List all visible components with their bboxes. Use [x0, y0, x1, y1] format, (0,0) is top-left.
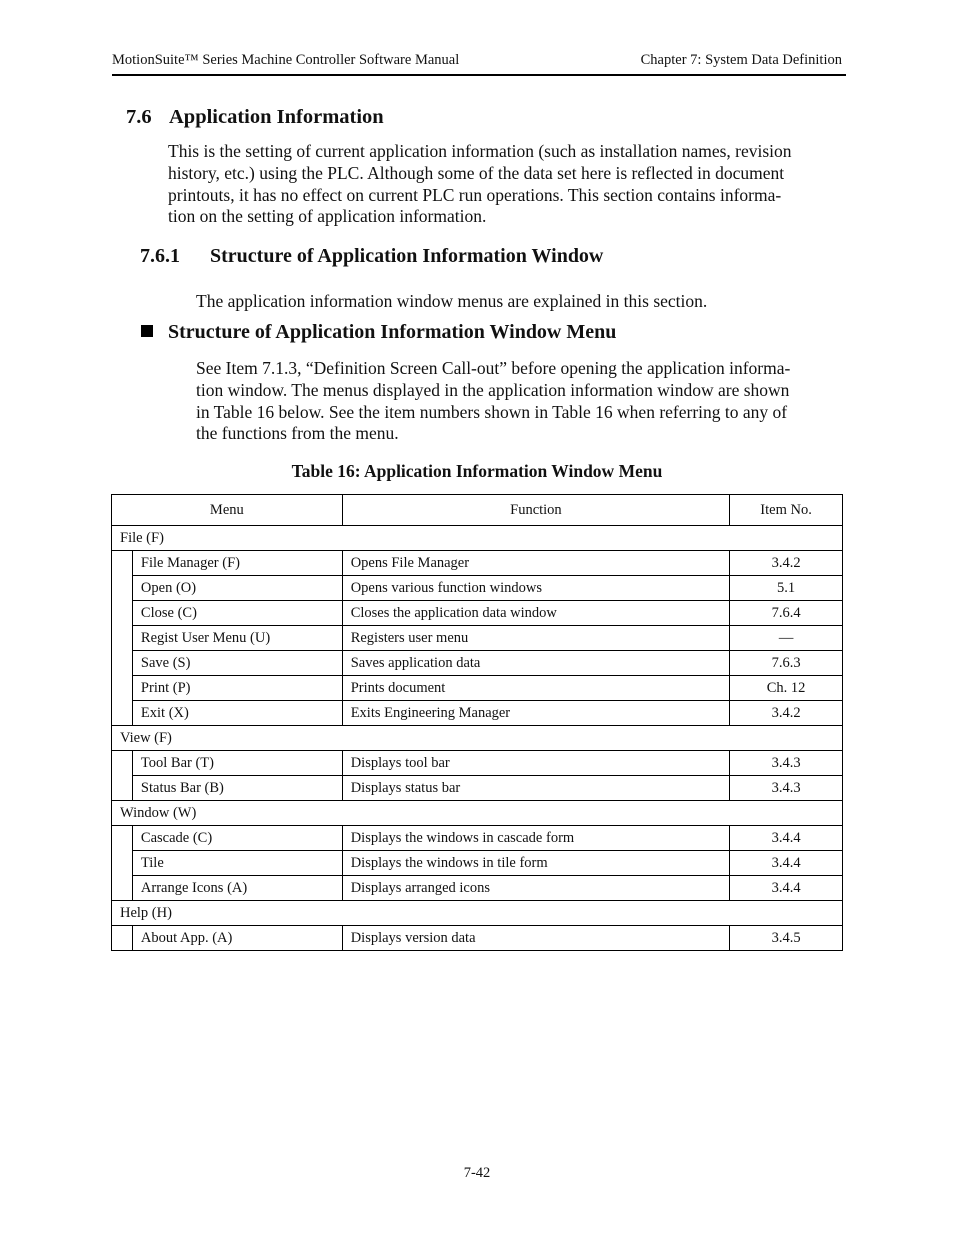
- menu-table: [111, 494, 843, 951]
- section-body-line: This is the setting of current application information (such as installation names, revision: [168, 141, 792, 161]
- item-no-cell: 3.4.4: [730, 826, 843, 851]
- row-indent: [112, 876, 133, 901]
- table-row: [112, 701, 843, 726]
- item-no-cell: 3.4.4: [730, 876, 843, 901]
- menu-item-cell: Status Bar (B): [132, 776, 342, 801]
- function-cell: Displays the windows in cascade form: [342, 826, 729, 851]
- section-body-line: tion on the setting of application information.: [168, 206, 487, 227]
- menu-item-cell: Open (O): [132, 576, 342, 601]
- menu-group-row: [112, 726, 843, 751]
- section-number: 7.6: [126, 106, 152, 128]
- table-row: [112, 851, 843, 876]
- item-no-cell: 5.1: [730, 576, 843, 601]
- table-row: [112, 551, 843, 576]
- row-indent: [112, 926, 133, 951]
- menu-group-row: [112, 901, 843, 926]
- menu-item-cell: File Manager (F): [132, 551, 342, 576]
- table-row: [112, 751, 843, 776]
- function-cell: Registers user menu: [342, 626, 729, 651]
- page-header: [112, 50, 846, 76]
- function-cell: Displays tool bar: [342, 751, 729, 776]
- table-row: [112, 776, 843, 801]
- subsection-heading: [140, 245, 603, 268]
- item-no-cell: 3.4.5: [730, 926, 843, 951]
- menu-group-row: [112, 801, 843, 826]
- function-cell: Opens File Manager: [342, 551, 729, 576]
- row-indent: [112, 826, 133, 851]
- item-no-cell: 3.4.2: [730, 701, 843, 726]
- section-heading: [126, 106, 384, 129]
- menu-item-cell: Save (S): [132, 651, 342, 676]
- function-cell: Opens various function windows: [342, 576, 729, 601]
- row-indent: [112, 701, 133, 726]
- table-row: [112, 601, 843, 626]
- subsubsection-body: [196, 358, 790, 445]
- function-cell: Saves application data: [342, 651, 729, 676]
- menu-group-row: [112, 526, 843, 551]
- page-number: 7-42: [463, 1165, 491, 1181]
- header-menu: Menu: [112, 495, 343, 526]
- subsubsection-body-line: in Table 16 below. See the item numbers shown in Table 16 when referring to any of: [196, 401, 788, 422]
- item-no-cell: 3.4.4: [730, 851, 843, 876]
- function-cell: Displays version data: [342, 926, 729, 951]
- table-row: [112, 876, 843, 901]
- row-indent: [112, 601, 133, 626]
- table-caption: Table 16: Application Information Window Menu: [291, 461, 663, 481]
- menu-item-cell: Print (P): [132, 676, 342, 701]
- row-indent: [112, 576, 133, 601]
- function-cell: Displays arranged icons: [342, 876, 729, 901]
- item-no-cell: Ch. 12: [730, 676, 843, 701]
- row-indent: [112, 851, 133, 876]
- header-function: Function: [342, 495, 729, 526]
- menu-item-cell: Regist User Menu (U): [132, 626, 342, 651]
- menu-item-cell: About App. (A): [132, 926, 342, 951]
- item-no-cell: 3.4.2: [730, 551, 843, 576]
- header-manual-title: MotionSuite™ Series Machine Controller Software Manual: [112, 52, 460, 68]
- header-chapter-title: Chapter 7: System Data Definition: [640, 52, 842, 68]
- table-row: [112, 626, 843, 651]
- header-item-no: Item No.: [730, 495, 843, 526]
- table-row: [112, 576, 843, 601]
- subsubsection-body-line: tion window. The menus displayed in the application information window are shown: [196, 379, 790, 400]
- function-cell: Prints document: [342, 676, 729, 701]
- menu-group-name: Help (H): [112, 901, 843, 926]
- section-body-line: printouts, it has no effect on current PLC run operations. This section contains informa-: [168, 184, 782, 205]
- item-no-cell: —: [730, 626, 843, 651]
- square-bullet-icon: [141, 325, 153, 337]
- subsubsection-title: Structure of Application Information Window Menu: [168, 321, 617, 343]
- menu-item-cell: Arrange Icons (A): [132, 876, 342, 901]
- item-no-cell: 3.4.3: [730, 776, 843, 801]
- menu-group-name: Window (W): [112, 801, 843, 826]
- subsection-body: The application information window menus are explained in this section.: [196, 291, 708, 311]
- subsubsection-heading: [141, 321, 616, 344]
- function-cell: Closes the application data window: [342, 601, 729, 626]
- row-indent: [112, 551, 133, 576]
- row-indent: [112, 626, 133, 651]
- subsubsection-body-line: See Item 7.1.3, “Definition Screen Call-out” before opening the application informa-: [196, 358, 791, 378]
- section-body: [168, 141, 792, 228]
- menu-group-name: File (F): [112, 526, 843, 551]
- table-row: [112, 651, 843, 676]
- function-cell: Displays the windows in tile form: [342, 851, 729, 876]
- subsubsection-body-line: the functions from the menu.: [196, 423, 399, 444]
- item-no-cell: 3.4.3: [730, 751, 843, 776]
- menu-item-cell: Cascade (C): [132, 826, 342, 851]
- item-no-cell: 7.6.3: [730, 651, 843, 676]
- row-indent: [112, 651, 133, 676]
- table-row: [112, 926, 843, 951]
- menu-item-cell: Tile: [132, 851, 342, 876]
- menu-item-cell: Exit (X): [132, 701, 342, 726]
- subsection-number: 7.6.1: [140, 245, 180, 267]
- menu-item-cell: Tool Bar (T): [132, 751, 342, 776]
- menu-group-name: View (F): [112, 726, 843, 751]
- row-indent: [112, 776, 133, 801]
- row-indent: [112, 751, 133, 776]
- subsection-title: Structure of Application Information Window: [210, 245, 604, 267]
- table-header-row: [112, 495, 843, 526]
- function-cell: Exits Engineering Manager: [342, 701, 729, 726]
- section-body-line: history, etc.) using the PLC. Although some of the data set here is reflected in document: [168, 162, 785, 183]
- section-title: Application Information: [169, 106, 384, 128]
- menu-item-cell: Close (C): [132, 601, 342, 626]
- function-cell: Displays status bar: [342, 776, 729, 801]
- item-no-cell: 7.6.4: [730, 601, 843, 626]
- table-row: [112, 826, 843, 851]
- row-indent: [112, 676, 133, 701]
- table-row: [112, 676, 843, 701]
